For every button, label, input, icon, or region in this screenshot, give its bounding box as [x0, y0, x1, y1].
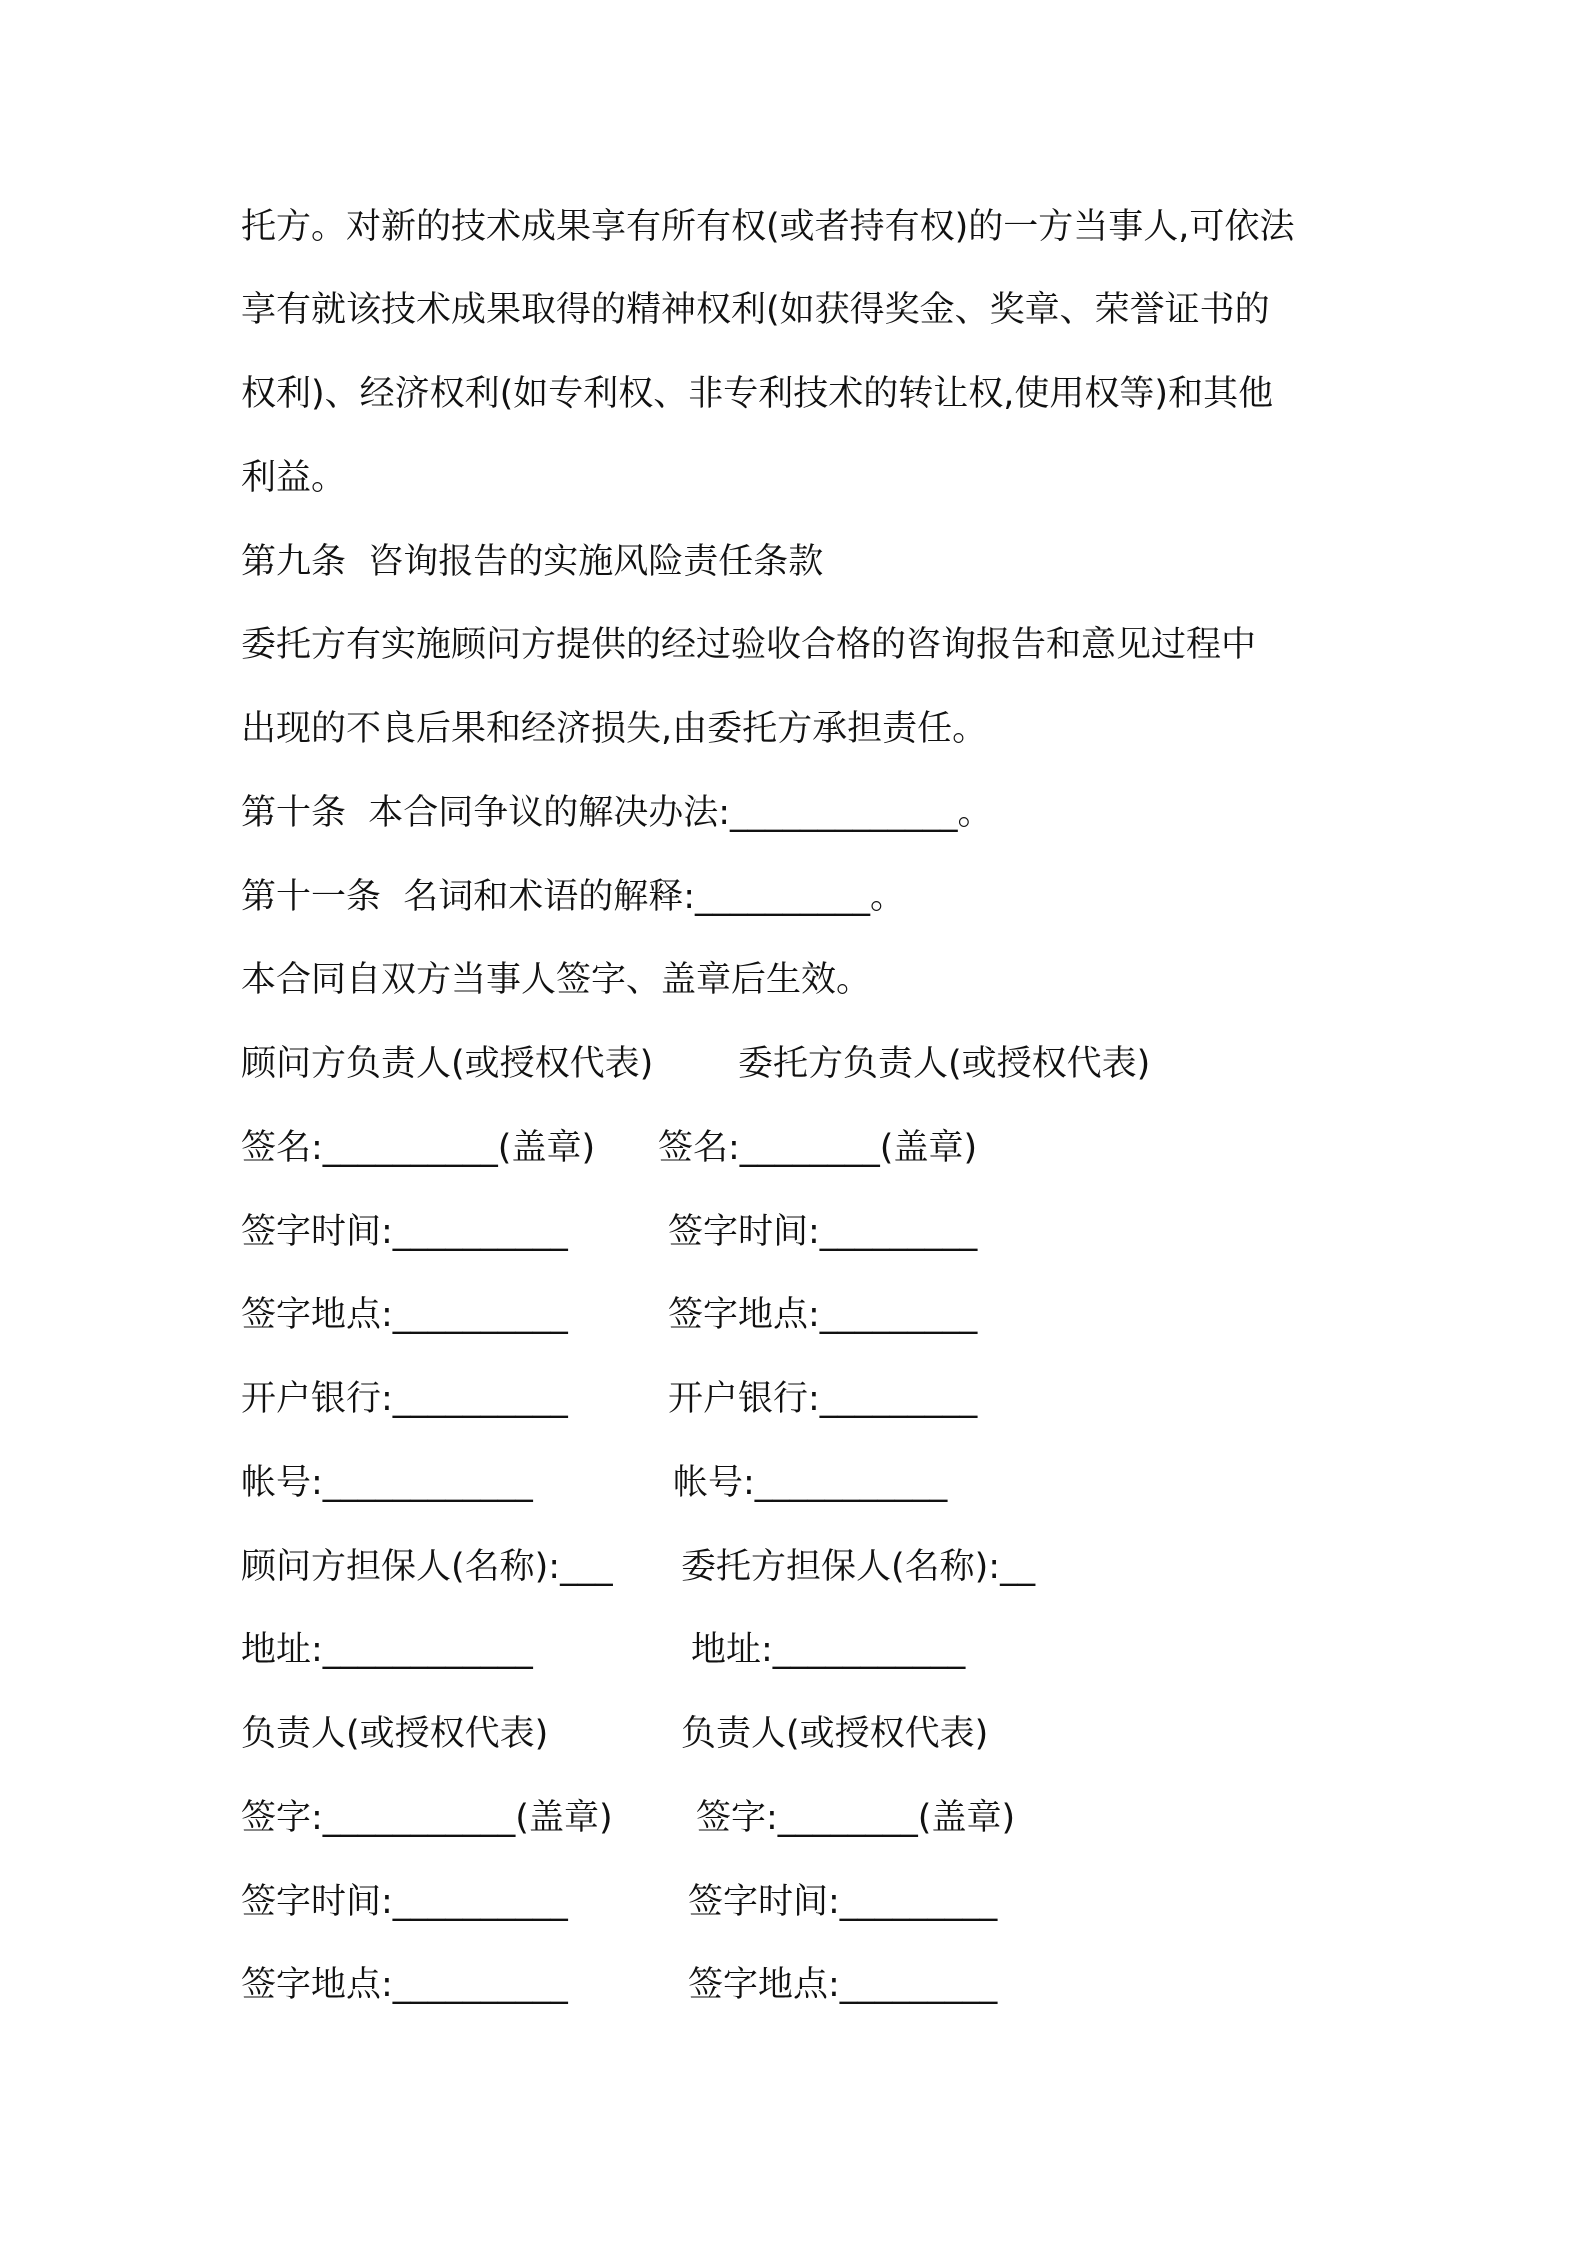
article-9-heading: 第九条 咨询报告的实施风险责任条款	[241, 542, 824, 582]
paragraph-line: 权利)、经济权利(如专利权、非专利技术的转让权,使用权等)和其他	[241, 374, 1274, 414]
consultant-signature-field: 签名:__________(盖章)	[241, 1128, 596, 1168]
paragraph-line: 享有就该技术成果取得的精神权利(如获得奖金、奖章、荣誉证书的	[241, 290, 1270, 330]
consultant-guarantor-representative-label: 负责人(或授权代表)	[241, 1714, 549, 1754]
consultant-guarantor-field: 顾问方担保人(名称):___	[241, 1547, 613, 1587]
paragraph-line: 出现的不良后果和经济损失,由委托方承担责任。	[241, 709, 988, 749]
client-sign-date-field: 签字时间:_________	[668, 1212, 978, 1252]
paragraph-line: 托方。对新的技术成果享有所有权(或者持有权)的一方当事人,可依法	[241, 207, 1295, 247]
client-guarantor-representative-label: 负责人(或授权代表)	[681, 1714, 989, 1754]
consultant-sign-place-field: 签字地点:__________	[241, 1295, 568, 1335]
client-account-field: 帐号:___________	[673, 1463, 948, 1503]
client-guarantor-field: 委托方担保人(名称):__	[681, 1547, 1036, 1587]
client-representative-label: 委托方负责人(或授权代表)	[738, 1044, 1151, 1084]
consultant-guarantor-sign-place-field: 签字地点:__________	[241, 1965, 568, 2005]
paragraph-line: 利益。	[241, 458, 347, 498]
consultant-guarantor-address-field: 地址:____________	[241, 1630, 533, 1670]
client-guarantor-address-field: 地址:___________	[691, 1630, 966, 1670]
consultant-sign-date-field: 签字时间:__________	[241, 1212, 568, 1252]
consultant-representative-label: 顾问方负责人(或授权代表)	[241, 1044, 654, 1084]
client-bank-field: 开户银行:_________	[668, 1379, 978, 1419]
effective-clause: 本合同自双方当事人签字、盖章后生效。	[241, 960, 872, 1000]
article-11-terms-definition: 第十一条 名词和术语的解释:__________。	[241, 877, 906, 917]
consultant-guarantor-sign-date-field: 签字时间:__________	[241, 1882, 568, 1922]
client-signature-field: 签名:________(盖章)	[658, 1128, 978, 1168]
article-10-dispute-resolution: 第十条 本合同争议的解决办法:_____________。	[241, 793, 993, 833]
consultant-account-field: 帐号:____________	[241, 1463, 533, 1503]
client-guarantor-sign-place-field: 签字地点:_________	[688, 1965, 998, 2005]
client-guarantor-sign-date-field: 签字时间:_________	[688, 1882, 998, 1922]
client-sign-place-field: 签字地点:_________	[668, 1295, 978, 1335]
paragraph-line: 委托方有实施顾问方提供的经过验收合格的咨询报告和意见过程中	[241, 625, 1257, 665]
client-guarantor-signature-field: 签字:________(盖章)	[696, 1798, 1016, 1838]
consultant-guarantor-signature-field: 签字:___________(盖章)	[241, 1798, 613, 1838]
consultant-bank-field: 开户银行:__________	[241, 1379, 568, 1419]
